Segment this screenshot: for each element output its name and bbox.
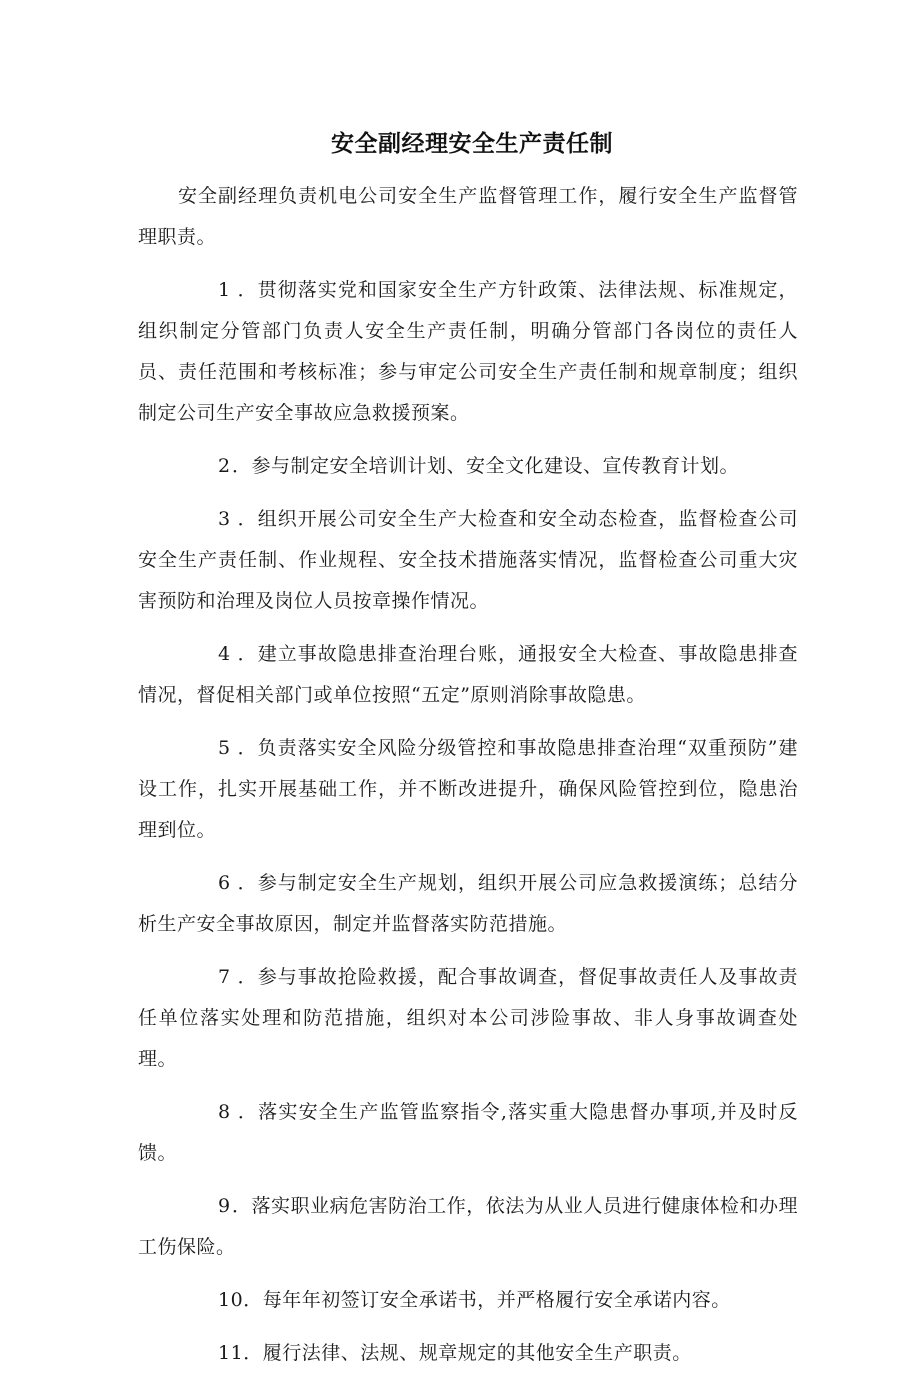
item-text: ．参与事故抢险救援，配合事故调查，督促事故责任人及事故责任单位落实处理和防范措施，组织对本公司涉险事故、非人身事故调查处理。	[138, 966, 798, 1070]
item-text: ．落实职业病危害防治工作，依法为从业人员进行健康体检和办理工伤保险。	[138, 1195, 798, 1258]
item-text: ．组织开展公司安全生产大检查和安全动态检查，监督检查公司安全生产责任制、作业规程、安全技术措施落实情况，监督检查公司重大灾害预防和治理及岗位人员按章操作情况。	[138, 508, 798, 612]
item-text: ．建立事故隐患排查治理台账，通报安全大检查、事故隐患排查情况，督促相关部门或单位按照“五定”原则消除事故隐患。	[138, 643, 798, 706]
item-number: 2	[218, 455, 231, 477]
list-item	[138, 634, 798, 716]
list-item	[138, 1186, 798, 1268]
item-number: 3	[218, 508, 231, 530]
list-item	[138, 1092, 798, 1174]
item-number: 5	[218, 737, 231, 759]
item-text: ．贯彻落实党和国家安全生产方针政策、法律法规、标准规定，组织制定分管部门负责人安全生产责任制，明确分管部门各岗位的责任人员、责任范围和考核标准；参与审定公司安全生产责任制和规章制度；组织制定公司生产安全事故应急救援预案。	[138, 279, 798, 424]
item-number: 6	[218, 872, 231, 894]
intro-paragraph: 安全副经理负责机电公司安全生产监督管理工作，履行安全生产监督管理职责。	[138, 185, 798, 248]
list-item	[138, 957, 798, 1080]
item-number: 1	[218, 279, 231, 301]
list-item	[138, 270, 798, 434]
item-number: 8	[218, 1101, 231, 1123]
item-number: 10	[218, 1289, 244, 1311]
item-number: 7	[218, 966, 231, 988]
item-number: 11	[218, 1342, 244, 1364]
item-text: ．参与制定安全培训计划、安全文化建设、宣传教育计划。	[232, 455, 740, 477]
list-item	[138, 728, 798, 851]
item-number: 9	[218, 1195, 231, 1217]
item-text: ．落实安全生产监管监察指令,落实重大隐患督办事项,并及时反馈。	[138, 1101, 798, 1164]
list-item	[138, 446, 798, 487]
document-page	[138, 126, 798, 1386]
item-text: ．履行法律、法规、规章规定的其他安全生产职责。	[243, 1342, 692, 1364]
list-item	[138, 863, 798, 945]
list-item	[138, 499, 798, 622]
item-number: 4	[218, 643, 231, 665]
item-text: ．参与制定安全生产规划，组织开展公司应急救援演练；总结分析生产安全事故原因，制定并监督落实防范措施。	[138, 872, 798, 935]
item-text: ．负责落实安全风险分级管控和事故隐患排查治理“双重预防”建设工作，扎实开展基础工作，并不断改进提升，确保风险管控到位，隐患治理到位。	[138, 737, 798, 841]
list-item	[138, 1333, 798, 1374]
document-title: 安全副经理安全生产责任制	[331, 131, 613, 157]
item-text: ．每年年初签订安全承诺书，并严格履行安全承诺内容。	[243, 1289, 731, 1311]
